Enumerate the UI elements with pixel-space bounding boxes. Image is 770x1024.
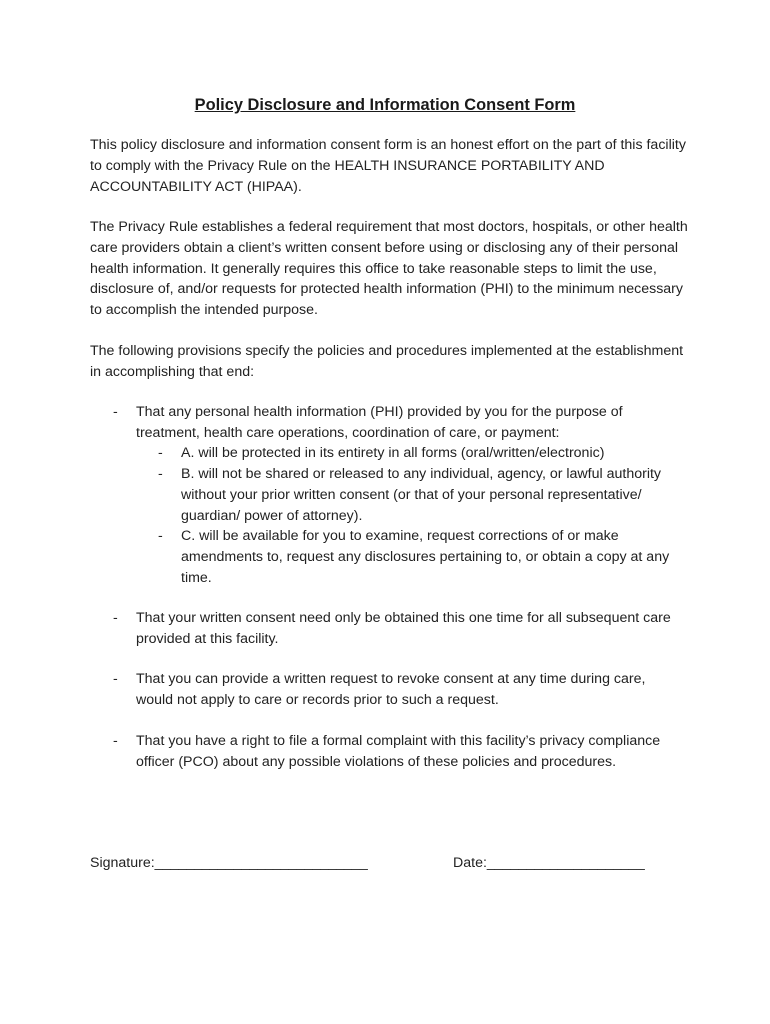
sub-item-text: A. will be protected in its entirety in all forms (oral/written/electronic) xyxy=(181,445,605,461)
bullet-dash: - xyxy=(158,528,163,544)
provision-text: That you have a right to file a formal complaint with this facility’s privacy compliance officer (PCO) about any possible violations of these policies and procedures. xyxy=(136,733,661,770)
provision-text: That any personal health information (PHI) provided by you for the purpose of treatment, health care operations, coordination of care, or payment: xyxy=(136,404,623,441)
bullet-dash: - xyxy=(113,404,118,420)
provision-text: That your written consent need only be obtained this one time for all subsequent care provided at this facility. xyxy=(136,610,671,647)
page-title: Policy Disclosure and Information Consent Form xyxy=(194,96,576,114)
signature-field[interactable]: Signature:___________________________ xyxy=(90,855,368,871)
bullet-dash: - xyxy=(158,466,163,482)
sub-item-text: B. will not be shared or released to any individual, agency, or lawful authority without your prior written consent (or that of your personal representative/ guardian/ power of attorney). xyxy=(181,466,662,524)
intro-paragraph: This policy disclosure and information consent form is an honest effort on the part of this facility to comply with the Privacy Rule on the HEALTH INSURANCE PORTABILITY AND ACCOUNTABILITY ACT (HIPAA). xyxy=(90,137,686,195)
bullet-dash: - xyxy=(113,671,118,687)
sub-item-text: C. will be available for you to examine, request corrections of or make amendments to, request any disclosures pertaining to, or obtain a copy at any time. xyxy=(181,528,670,586)
provision-text: That you can provide a written request to revoke consent at any time during care, would not apply to care or records prior to such a request. xyxy=(136,671,646,708)
bullet-dash: - xyxy=(158,445,163,461)
privacy-rule-paragraph: The Privacy Rule establishes a federal requirement that most doctors, hospitals, or other health care providers obtain a client’s written consent before using or disclosing any of their personal health information. It generally requires this office to take reasonable steps to limit the use, disclosure of, and/or requests for protected health information (PHI) to the minimum necessary to accomplish the intended purpose. xyxy=(90,219,688,319)
bullet-dash: - xyxy=(113,610,118,626)
provisions-intro-paragraph: The following provisions specify the policies and procedures implemented at the establishment in accomplishing that end: xyxy=(90,343,684,380)
date-field[interactable]: Date:____________________ xyxy=(453,855,645,871)
bullet-dash: - xyxy=(113,733,118,749)
